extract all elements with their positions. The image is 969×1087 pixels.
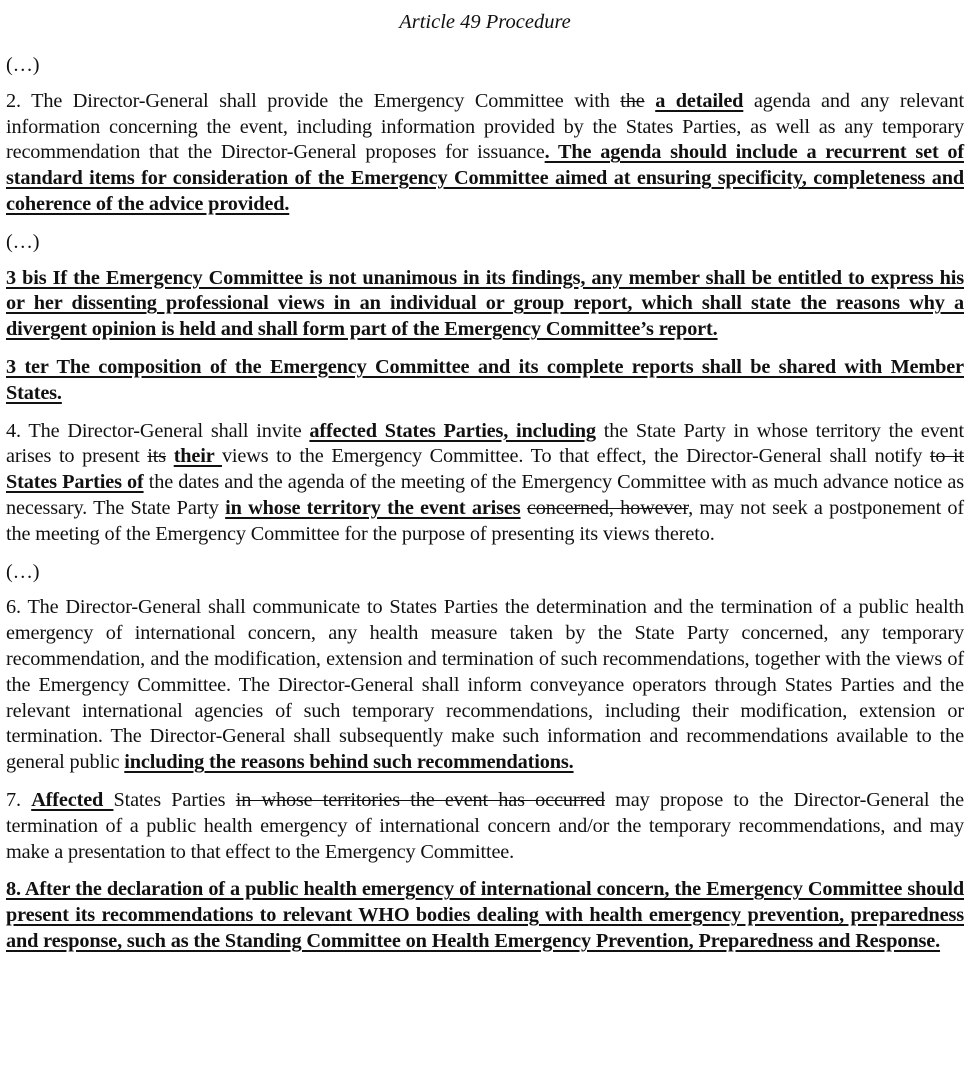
- deleted-text: concerned, however: [526, 496, 689, 519]
- unchanged-text: (…): [6, 230, 40, 253]
- omission-marker: [6, 230, 964, 256]
- paragraph-3-ter: [6, 355, 964, 407]
- unchanged-text: views to the Emergency Committee. To that effect, the Director-General shall notify: [221, 445, 930, 468]
- deleted-text: the: [620, 89, 645, 112]
- inserted-text: Affected: [31, 788, 114, 811]
- omission-marker: [6, 560, 964, 586]
- deleted-text: in whose territories the event has occurred: [235, 788, 605, 811]
- inserted-text: including the reasons behind such recommendations.: [124, 751, 574, 774]
- unchanged-text: 2. The Director-General shall provide the Emergency Committee with: [6, 89, 621, 112]
- unchanged-text: 7.: [6, 788, 32, 811]
- unchanged-text: agenda and any relevant information concerning the event, including information provided by the States Parties, as well as any temporary recommendation that the Director-General proposes for issuance: [6, 89, 964, 164]
- unchanged-text: the dates and the agenda of the meeting of the Emergency Committee with as much advance notice as necessary. The State Party: [6, 471, 964, 519]
- omission-marker: [6, 53, 964, 79]
- paragraph-list: [6, 53, 964, 955]
- unchanged-text: (…): [6, 560, 40, 583]
- article-title: Article 49 Procedure: [399, 11, 571, 33]
- paragraph-4: [6, 419, 964, 548]
- inserted-text: in whose territory the event arises: [225, 496, 521, 519]
- inserted-text: . The agenda should include a recurrent set of standard items for consideration of the Emergency Committee aimed at ensuring specificity, completeness and coherence of the advice provided.: [6, 141, 964, 215]
- inserted-text: their: [173, 445, 222, 468]
- paragraph-8: [6, 877, 964, 954]
- unchanged-text: [645, 90, 656, 112]
- deleted-text: its: [147, 445, 167, 468]
- inserted-text: States Parties of: [6, 471, 144, 494]
- deleted-text: to it: [929, 445, 965, 468]
- inserted-text: affected States Parties, including: [309, 419, 596, 442]
- unchanged-text: (…): [6, 54, 40, 76]
- inserted-text: a detailed: [655, 89, 744, 112]
- unchanged-text: the State Party in whose territory the event arises to present: [6, 419, 964, 468]
- unchanged-text: 4. The Director-General shall invite: [6, 419, 310, 442]
- inserted-text: 3 bis If the Emergency Committee is not unanimous in its findings, any member shall be entitled to express his or her dissenting professional views in an individual or group report, which shall state the reasons why a divergent opinion is held and shall form part of the Emergency Committee’s report.: [6, 266, 964, 341]
- paragraph-6: [6, 595, 964, 776]
- paragraph-3-bis: [6, 266, 964, 343]
- paragraph-2: [6, 89, 964, 218]
- inserted-text: 8. After the declaration of a public health emergency of international concern, the Emergency Committee should present its recommendations to relevant WHO bodies dealing with health emergency prevention, preparedness and response, such as the Standing Committee on Health Emergency Prevention, Preparedness and Response.: [6, 878, 964, 952]
- unchanged-text: [166, 445, 174, 467]
- unchanged-text: may propose to the Director-General the termination of a public health emergency of international concern and/or the temporary recommendations, and may make a presentation to that effect to the Emergency Committee.: [6, 788, 964, 863]
- inserted-text: 3 ter The composition of the Emergency Committee and its complete reports shall be shared with Member States.: [6, 355, 964, 404]
- unchanged-text: 6. The Director-General shall communicate to States Parties the determination and the termination of a public health emergency of international concern, any health measure taken by the State Party concerned, any temporary recommendation, and the modification, extension and termination of such recommendations, together with the views of the Emergency Committee. The Director-General shall inform conveyance operators through States Parties and the relevant international agencies of such temporary recommendations, including their modification, extension or termination. The Director-General shall subsequently make such information and recommendations available to the general public: [6, 596, 964, 774]
- unchanged-text: , may not seek a postponement of the meeting of the Emergency Committee for the purpose of presenting its views thereto.: [6, 496, 965, 545]
- paragraph-7: [6, 788, 964, 865]
- unchanged-text: States Parties: [113, 788, 236, 811]
